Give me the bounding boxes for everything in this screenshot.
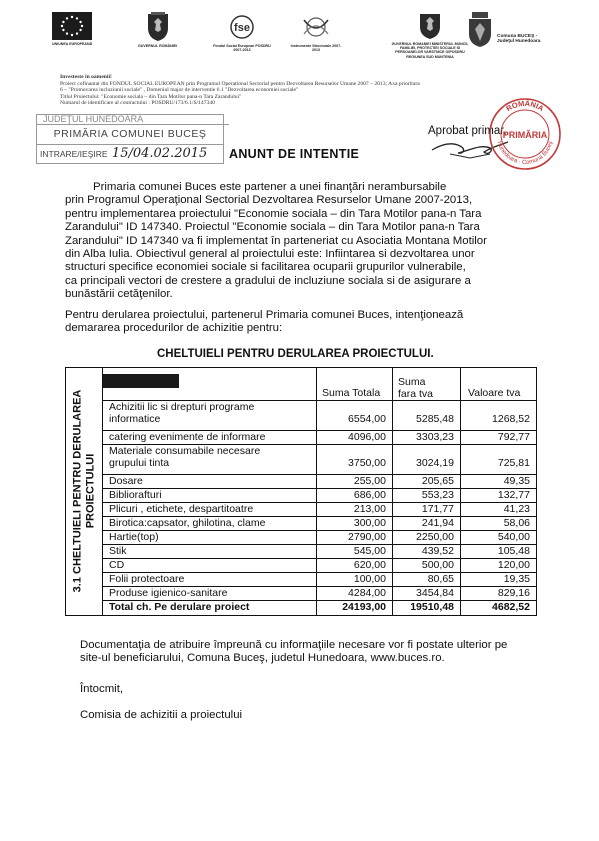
row-no-vat-value: 3024,19 xyxy=(416,457,454,469)
row-vat-value: 41,23 xyxy=(503,503,530,515)
paragraph-line: structuri specifice economiei sociale si facilitarea ocuparii grupurilor vulnerabile, xyxy=(65,261,466,274)
seal-middle-text: PRIMĂRIA xyxy=(502,130,548,140)
row-total-value: 213,00 xyxy=(353,503,386,515)
svg-text:ROMÂNIA xyxy=(505,99,546,114)
footer-line: site-ul beneficiarului, Comuna Buceş, judetul Hunedoara, www.buces.ro. xyxy=(80,652,445,665)
row-vat-value: 792,77 xyxy=(497,431,530,443)
row-vat-value: 540,00 xyxy=(497,531,530,543)
total-row-label: Total ch. Pe derulare proiect xyxy=(109,601,250,613)
row-item-name: Materiale consumabile necesare grupului tinta xyxy=(109,445,261,469)
paragraph-line: Zarandului" ID 147340 va fi implementat în parteneriat cu Asociatia Montana Motilor xyxy=(65,234,487,247)
seal-bottom-text: Hunedoara · Comuna Buceş xyxy=(495,140,555,167)
table-category-label xyxy=(72,390,97,593)
total-total-value: 24193,00 xyxy=(342,601,386,613)
eu-flag-logo xyxy=(52,12,92,62)
row-item-name: catering evenimente de informare xyxy=(109,431,266,443)
committee-label: Comisia de achizitii a proiectului xyxy=(80,709,243,721)
row-vat-value: 49,35 xyxy=(503,475,530,487)
row-no-vat-value: 500,00 xyxy=(421,559,454,571)
row-no-vat-value: 3303,23 xyxy=(416,431,454,443)
intro-paragraph xyxy=(65,181,487,302)
row-total-value: 620,00 xyxy=(353,559,386,571)
row-no-vat-value: 2250,00 xyxy=(416,531,454,543)
paragraph-line: prin Programul Operaţional Sectorial Dezvoltarea Resurselor Umane 2007-2013, xyxy=(65,194,473,207)
row-no-vat-value: 5285,48 xyxy=(416,413,454,425)
table-category-line: PROIECTULUI xyxy=(84,453,96,529)
row-total-value: 3750,00 xyxy=(348,457,386,469)
header-line: Proiect cofinantat din FONDUL SOCIAL EUROPEAN prin Programul Operational Sectorial pentru Dezvoltarea Resurselor Umane 2007 – 2013; Axa prioritara xyxy=(60,80,420,87)
row-vat-value: 132,77 xyxy=(497,489,530,501)
paragraph-line: bunăstării cetăţenilor. xyxy=(65,288,173,301)
header-motto: Investeste in oamenii! xyxy=(60,74,112,80)
header-line: Titlul Proiectului: "Economie sociala – din Tara Motilor pana-n Tara Zarandului" xyxy=(60,93,242,100)
stamp-entry xyxy=(37,145,226,163)
fse-logo xyxy=(212,12,272,62)
logo-caption: GUVERNUL ROMÂNIEI xyxy=(138,44,178,48)
header-line: Numarul de identificare al contractului : POSDRU/173/6.1/S/147340 xyxy=(60,100,215,107)
svg-text:fse: fse xyxy=(234,22,250,34)
row-divider xyxy=(102,544,536,545)
approval-label: Aprobat primar, xyxy=(428,125,507,137)
row-item-name: Bibliorafturi xyxy=(109,489,162,501)
row-vat-value: 58,06 xyxy=(503,517,530,529)
row-no-vat-value: 241,94 xyxy=(421,517,454,529)
row-total-value: 4284,00 xyxy=(348,587,386,599)
row-item-name: Achizitii lic si drepturi programe informatice xyxy=(109,401,255,425)
seal-top-text: ROMÂNIA xyxy=(504,98,546,114)
header-total: Suma Totala xyxy=(322,387,381,399)
row-item-name: Plicuri , etichete, despartitoatre xyxy=(109,503,254,515)
row-vat-value: 120,00 xyxy=(497,559,530,571)
row-no-vat-value: 439,52 xyxy=(421,545,454,557)
row-total-value: 255,00 xyxy=(353,475,386,487)
paragraph-line: ca principali vectori de crestere a gradului de incluziune sociala si de asigurare a xyxy=(65,274,471,287)
paragraph-line: demararea procedurilor de achizitie pentru: xyxy=(65,322,283,335)
header-no-vat: Suma fara tva xyxy=(398,376,434,400)
row-item-name: Birotica:capsator, ghilotina, clame xyxy=(109,517,266,529)
stamp-entry-value: 15/04.02.2015 xyxy=(111,146,208,161)
row-vat-value: 1268,52 xyxy=(492,413,530,425)
table-category-line: 3.1 CHELTUIELI PENTRU DERULAREA xyxy=(71,389,84,593)
row-item-name: Dosare xyxy=(109,475,143,487)
row-total-value: 4096,00 xyxy=(348,431,386,443)
row-no-vat-value: 205,65 xyxy=(421,475,454,487)
row-total-value: 6554,00 xyxy=(348,413,386,425)
project-header xyxy=(60,74,530,107)
row-total-value: 545,00 xyxy=(353,545,386,557)
romania-crest-logo xyxy=(138,12,177,62)
row-vat-value: 105,48 xyxy=(497,545,530,557)
table-category-column xyxy=(66,368,103,615)
romania-crest-icon xyxy=(145,12,171,42)
instrumente-structurale-icon xyxy=(298,12,334,42)
documentation-note xyxy=(80,639,507,666)
official-seal-icon xyxy=(487,96,563,172)
logo-caption: UNIUNEA EUROPEANĂ xyxy=(52,42,93,46)
logo-caption: GUVERNUL ROMANIEI MINISTERUL MUNCII, FAMILIEI, PROTECTIEI SOCIALE SI PERSOANELOR VARSTNICE OIPOSDRU REGIUNEA SUD MUNTENIA xyxy=(391,42,469,59)
document-title: ANUNT DE INTENTIE xyxy=(229,147,360,161)
row-item-name: CD xyxy=(109,559,125,571)
row-no-vat-value: 171,77 xyxy=(421,503,454,515)
row-divider xyxy=(102,558,536,559)
row-item-name: Folii protectoare xyxy=(109,573,185,585)
paragraph-line: din Alba Iulia. Obiectivul general al proiectului este: Infiintarea si dezvoltarea unor xyxy=(65,248,475,261)
instrumente-structurale-logo xyxy=(287,12,345,62)
footer-line: Documentaţia de atribuire împreună cu informaţiile necesare vor fi postate ulterior pe xyxy=(80,639,508,651)
total-vat-value: 4682,52 xyxy=(492,601,530,613)
registration-stamp xyxy=(36,114,224,164)
logo-caption: Comuna BUCEŞ - Judeţul Hunedoara xyxy=(497,34,541,45)
stamp-entry-label: INTRARE/IEŞIRE xyxy=(40,149,108,159)
header-line: 6 – "Promovarea incluziunii sociale" , Domeniul major de interventie 6.1 "Dezvoltarea economiei sociale" xyxy=(60,87,299,94)
ministry-crest-icon xyxy=(418,12,442,40)
row-total-value: 2790,00 xyxy=(348,531,386,543)
eu-flag-icon xyxy=(52,12,92,40)
drafted-by-label: Întocmit, xyxy=(80,683,124,695)
row-vat-value: 829,16 xyxy=(497,587,530,599)
row-divider xyxy=(102,488,536,489)
table-title: CHELTUIELI PENTRU DERULAREA PROIECTULUI. xyxy=(157,348,434,360)
stamp-county: JUDEŢUL HUNEDOARA xyxy=(37,115,229,125)
logo-caption: Instrumente Structurale 2007-2013 xyxy=(290,44,342,53)
logo-caption: Fondul Social European POSDRU 2007-2013 xyxy=(213,44,271,53)
paragraph-line: Zarandului" ID 147340. Proiectul "Economie sociala – din Tara Motilor pana-n Tara xyxy=(65,221,480,234)
buces-crest-icon xyxy=(467,12,493,48)
row-no-vat-value: 80,65 xyxy=(427,573,454,585)
row-total-value: 100,00 xyxy=(353,573,386,585)
row-no-vat-value: 553,23 xyxy=(421,489,454,501)
procurement-paragraph xyxy=(65,309,463,336)
ministry-crest-logo xyxy=(390,12,470,62)
header-redacted-block xyxy=(103,374,179,388)
row-vat-value: 19,35 xyxy=(503,573,530,585)
row-item-name: Hartie(top) xyxy=(109,531,159,543)
expenses-table xyxy=(65,367,537,616)
row-item-name: Stik xyxy=(109,545,127,557)
row-divider xyxy=(102,530,536,531)
total-no-vat-value: 19510,48 xyxy=(410,601,454,613)
stamp-institution: PRIMĂRIA COMUNEI BUCEŞ xyxy=(37,125,223,145)
row-item-name: Produse igienico-sanitare xyxy=(109,587,228,599)
row-no-vat-value: 3454,84 xyxy=(416,587,454,599)
paragraph-line: Pentru derularea proiectului, partenerul Primaria comunei Buces, intenţionează xyxy=(65,309,464,321)
row-total-value: 300,00 xyxy=(353,517,386,529)
row-vat-value: 725,81 xyxy=(497,457,530,469)
row-total-value: 686,00 xyxy=(353,489,386,501)
paragraph-line: Primaria comunei Buces este partener a unei finanţări nerambursabile xyxy=(93,181,447,193)
paragraph-line: pentru implementarea proiectului "Economie sociala – din Tara Motilor pana-n Tara xyxy=(65,207,482,220)
row-divider xyxy=(102,474,536,475)
buces-crest-logo xyxy=(467,12,547,62)
fse-icon xyxy=(228,12,256,42)
header-vat: Valoare tva xyxy=(468,387,521,399)
